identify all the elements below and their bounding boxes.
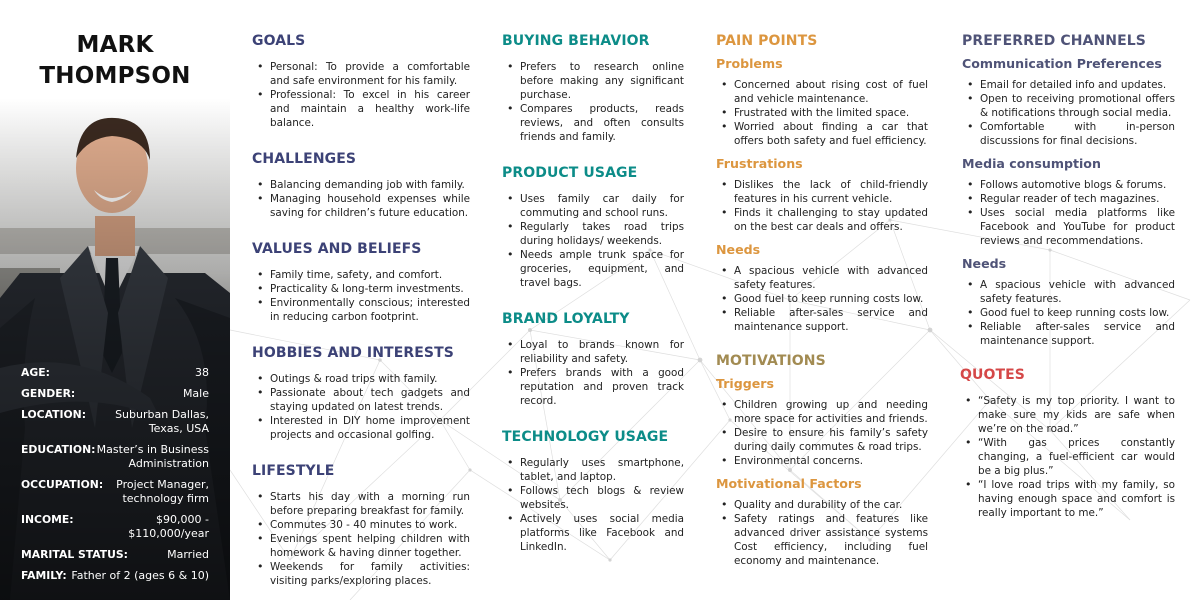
bullet-list [716,498,928,568]
list-item: • A spacious vehicle with advanced safety features. [716,264,928,292]
section-title: VALUES AND BELIEFS [252,241,422,257]
persona-details [21,366,209,583]
subsection-title: Triggers [716,376,775,391]
section-lifestyle [252,462,470,588]
detail-label: MARITAL STATUS: [21,548,128,561]
column-pain-motivation [716,32,928,568]
detail-row-age [21,366,209,380]
list-item: • Regular reader of tech magazines. [962,192,1175,206]
list-item: • Practicality & long-term investments. [252,282,470,296]
list-item: • Finds it challenging to stay updated on the best car deals and offers. [716,206,928,234]
subsection-title: Frustrations [716,156,803,171]
detail-value: Married [167,548,209,561]
bullet-list [962,178,1175,248]
detail-label: GENDER: [21,387,76,400]
bullet-list [716,264,928,334]
subsection-title: Needs [716,242,761,257]
bullet-list [502,338,684,408]
section-title: MOTIVATIONS [716,353,826,369]
list-item: • Follows tech blogs & review websites. [502,484,684,512]
list-item: • Interested in DIY home improvement projects and occasional golfing. [252,414,470,442]
section-pain-points [716,32,928,334]
bullet-list [502,192,684,290]
section-title: LIFESTYLE [252,463,335,479]
detail-value: $90,000 - $110,000/year [128,513,209,540]
list-item: • Loyal to brands known for reliability and safety. [502,338,684,366]
list-item: • A spacious vehicle with advanced safety features. [962,278,1175,306]
list-item: • Dislikes the lack of child-friendly features in his current vehicle. [716,178,928,206]
list-item: • Starts his day with a morning run before preparing breakfast for family. [252,490,470,518]
list-item: • Commutes 30 - 40 minutes to work. [252,518,470,532]
detail-label: AGE: [21,366,50,379]
list-item: • Compares products, reads reviews, and often consults friends and family. [502,102,684,144]
quote-item: • “I love road trips with my family, so having enough space and comfort is really important to me.” [960,478,1175,520]
list-item: • Outings & road trips with family. [252,372,470,386]
list-item: • Uses family car daily for commuting and school runs. [502,192,684,220]
list-item: • Uses social media platforms like Facebook and YouTube for product reviews and recommendations. [962,206,1175,248]
list-item: • Weekends for family activities: visiting parks/exploring places. [252,560,470,588]
list-item: • Frustrated with the limited space. [716,106,928,120]
list-item: • Quality and durability of the car. [716,498,928,512]
section-title: CHALLENGES [252,151,357,167]
bullet-list [962,278,1175,348]
list-item: • Actively uses social media platforms like Facebook and LinkedIn. [502,512,684,554]
column-personal [252,32,470,588]
quote-item: • “With gas prices constantly changing, a fuel-efficient car would be a big plus.” [960,436,1175,478]
detail-row-marital-status [21,548,209,562]
bullet-list [252,490,470,588]
section-title: GOALS [252,33,306,49]
bullet-list [962,78,1175,148]
detail-label: INCOME: [21,513,74,526]
list-item: • Environmental concerns. [716,454,928,468]
list-item: • Passionate about tech gadgets and staying updated on latest trends. [252,386,470,414]
list-item: • Managing household expenses while saving for children’s future education. [252,192,470,220]
list-item: • Prefers brands with a good reputation and proven track record. [502,366,684,408]
bullet-list [502,60,684,144]
section-title: QUOTES [960,367,1025,383]
section-title: PAIN POINTS [716,33,818,49]
section-title: PREFERRED CHANNELS [962,33,1146,49]
list-item: • Regularly uses smartphone, tablet, and laptop. [502,456,684,484]
detail-label: FAMILY: [21,569,67,582]
detail-value: Master’s in Business Administration [96,443,209,470]
section-hobbies-interests [252,344,470,442]
section-product-usage [502,164,684,290]
subsection-title: Problems [716,56,783,71]
profile-panel [0,0,230,600]
detail-value: Suburban Dallas, Texas, USA [115,408,209,435]
subsection-title: Needs [962,256,1007,271]
section-challenges [252,150,470,220]
detail-row-education [21,443,209,471]
detail-value: Male [182,387,209,400]
section-brand-loyalty [502,310,684,408]
section-title: HOBBIES AND INTERESTS [252,345,454,361]
column-channels-quotes [962,32,1175,520]
detail-value: 38 [195,366,209,379]
bullet-list [502,456,684,554]
subsection-title: Media consumption [962,156,1101,171]
subsection-title: Motivational Factors [716,476,862,491]
list-item: • Reliable after-sales service and maintenance support. [962,320,1175,348]
section-title: TECHNOLOGY USAGE [502,429,669,445]
section-title: BUYING BEHAVIOR [502,33,650,49]
list-item: • Regularly takes road trips during holidays/ weekends. [502,220,684,248]
list-item: • Evenings spent helping children with homework & having dinner together. [252,532,470,560]
persona-first-name: MARK [76,32,154,58]
list-item: • Desire to ensure his family’s safety during daily commutes & road trips. [716,426,928,454]
list-item: • Balancing demanding job with family. [252,178,470,192]
list-item: • Prefers to research online before making any significant purchase. [502,60,684,102]
section-technology-usage [502,428,684,554]
subsection-title: Communication Preferences [962,56,1162,71]
bullet-list [716,178,928,234]
detail-value: Project Manager, technology firm [116,478,209,505]
list-item: • Personal: To provide a comfortable and safe environment for his family. [252,60,470,88]
detail-label: OCCUPATION: [21,478,104,491]
section-buying-behavior [502,32,684,144]
section-title: PRODUCT USAGE [502,165,638,181]
bullet-list [252,268,470,324]
list-item: • Family time, safety, and comfort. [252,268,470,282]
list-item: • Good fuel to keep running costs low. [716,292,928,306]
list-item: • Worried about finding a car that offers both safety and fuel efficiency. [716,120,928,148]
section-goals [252,32,470,130]
list-item: • Concerned about rising cost of fuel and vehicle maintenance. [716,78,928,106]
section-quotes [960,366,1175,520]
bullet-list [716,78,928,148]
list-item: • Reliable after-sales service and maintenance support. [716,306,928,334]
detail-value: Father of 2 (ages 6 & 10) [71,569,209,582]
list-item: • Good fuel to keep running costs low. [962,306,1175,320]
list-item: • Comfortable with in-person discussions for final decisions. [962,120,1175,148]
section-preferred-channels [962,32,1175,348]
quote-item: • “Safety is my top priority. I want to make sure my kids are safe when we’re on the road.” [960,394,1175,436]
detail-row-location [21,408,209,436]
list-item: • Professional: To excel in his career and maintain a healthy work-life balance. [252,88,470,130]
list-item: • Needs ample trunk space for groceries, equipment, and travel bags. [502,248,684,290]
detail-row-family [21,569,209,583]
persona-last-name: THOMPSON [39,63,191,89]
list-item: • Follows automotive blogs & forums. [962,178,1175,192]
list-item: • Safety ratings and features like advanced driver assistance systems Cost efficiency, including fuel economy and maintenance. [716,512,928,568]
detail-row-income [21,513,209,541]
bullet-list [252,372,470,442]
detail-row-occupation [21,478,209,506]
list-item: • Email for detailed info and updates. [962,78,1175,92]
detail-label: EDUCATION: [21,443,96,456]
list-item: • Children growing up and needing more space for activities and friends. [716,398,928,426]
bullet-list [252,60,470,130]
column-behavior [502,32,684,554]
bullet-list [716,398,928,468]
detail-row-gender [21,387,209,401]
detail-label: LOCATION: [21,408,87,421]
section-title: BRAND LOYALTY [502,311,630,327]
bullet-list [960,394,1175,520]
list-item: • Environmentally conscious; interested in reducing carbon footprint. [252,296,470,324]
section-motivations [716,352,928,568]
section-values-beliefs [252,240,470,324]
list-item: • Open to receiving promotional offers & notifications through social media. [962,92,1175,120]
bullet-list [252,178,470,220]
persona-name [0,30,230,92]
